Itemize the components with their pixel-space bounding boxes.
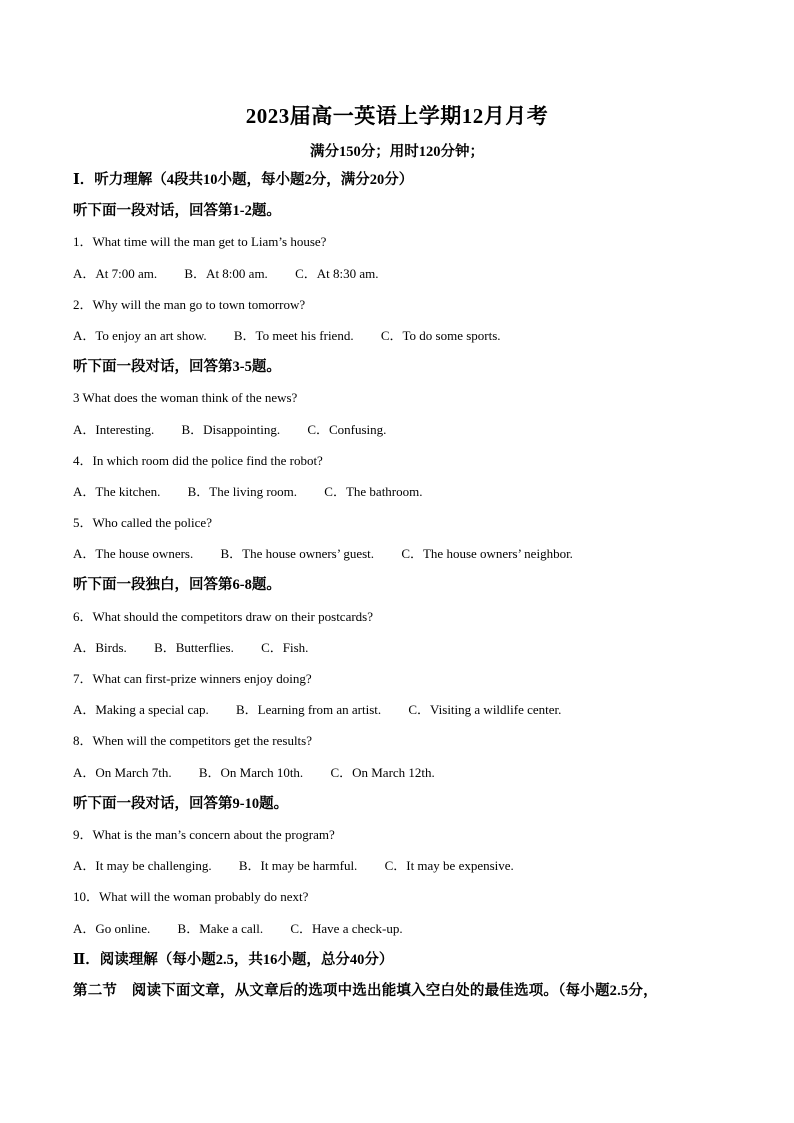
options-5 [73,543,753,574]
option-c: C．Fish. [261,639,309,655]
option-b: B．Make a call. [177,920,264,936]
options-3 [73,419,753,450]
question-5: 5．Who called the police? [73,515,212,531]
option-b: B．Butterflies. [154,639,234,655]
options-8 [73,762,753,793]
option-b: B．The house owners’ guest. [220,546,375,562]
monologue-instruction-3: 听下面一段独白，回答第6-8题。 [73,577,281,594]
option-a: A．The kitchen. [73,483,161,499]
page-subtitle: 满分150分；用时120分钟； [310,144,484,160]
dialogue-instruction-1: 听下面一段对话，回答第1-2题。 [73,203,281,220]
option-b: B．It may be harmful. [238,858,358,874]
section-heading-reading: Ⅱ．阅读理解（每小题2.5，共16小题，总分40分） [73,951,394,968]
options-7 [73,699,753,730]
question-6: 6．What should the competitors draw on their postcards? [73,608,374,624]
option-c: C．Confusing. [307,421,387,437]
option-c: C．At 8:30 am. [295,265,379,281]
option-a: A．It may be challenging. [73,858,212,874]
question-8: 8．When will the competitors get the results? [73,733,312,749]
option-b: B．Disappointing. [181,421,281,437]
options-1 [73,263,753,294]
options-9 [73,855,753,886]
option-b: B．On March 10th. [198,764,304,780]
question-9: 9．What is the man’s concern about the program? [73,826,335,842]
option-b: B．The living room. [187,483,298,499]
option-b: B．At 8:00 am. [184,265,268,281]
option-b: B．Learning from an artist. [235,702,382,718]
option-c: C．The bathroom. [324,483,423,499]
question-3: 3 What does the woman think of the news? [73,390,298,406]
question-4: 4．In which room did the police find the robot? [73,452,323,468]
option-a: A．Birds. [73,639,127,655]
dialogue-instruction-2: 听下面一段对话，回答第3-5题。 [73,359,281,376]
option-a: A．On March 7th. [73,764,172,780]
option-c: C．Have a check-up. [290,920,403,936]
reading-section2-instruction: 第二节 阅读下面文章，从文章后的选项中选出能填入空白处的最佳选项。（每小题2.5分， [73,982,658,999]
exam-content [73,169,753,1011]
option-c: C．To do some sports. [380,327,501,343]
option-a: A．At 7:00 am. [73,265,158,281]
options-4 [73,481,753,512]
options-6 [73,637,753,668]
option-a: A．Go online. [73,920,151,936]
option-a: A．Making a special cap. [73,702,209,718]
page-title: 2023届高一英语上学期12月月考 [245,104,549,128]
option-a: A．The house owners. [73,546,194,562]
section-heading-listening: Ⅰ．听力理解（4段共10小题，每小题2分，满分20分） [73,172,414,188]
option-c: C．Visiting a wildlife center. [408,702,562,718]
option-c: C．It may be expensive. [384,858,514,874]
question-2: 2．Why will the man go to town tomorrow? [73,296,306,312]
question-10: 10．What will the woman probably do next? [73,889,309,905]
question-7: 7．What can first-prize winners enjoy doing? [73,671,312,686]
options-2 [73,325,753,356]
option-b: B．To meet his friend. [233,327,354,343]
option-c: C．The house owners’ neighbor. [401,546,573,562]
option-a: A．To enjoy an art show. [73,327,207,343]
options-10 [73,918,753,949]
dialogue-instruction-4: 听下面一段对话，回答第9-10题。 [73,795,289,812]
question-1: 1．What time will the man get to Liam’s house? [73,234,327,250]
option-a: A．Interesting. [73,421,155,437]
option-c: C．On March 12th. [330,764,435,780]
